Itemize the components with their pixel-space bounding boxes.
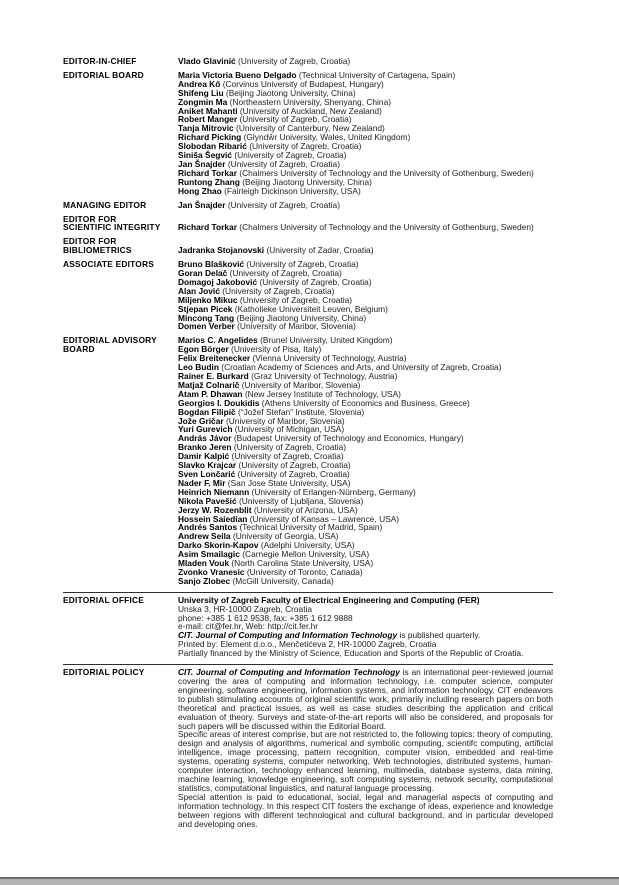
member-line — [178, 246, 553, 255]
member-name: Miljenko Mikuc — [178, 294, 238, 305]
office-line: phone: +385 1 612 9538, fax: +385 1 612 9888 — [178, 612, 353, 623]
member-name: Jerzy W. Rozenblit — [178, 504, 252, 515]
member-name: Nikola Pavešić — [178, 495, 237, 506]
member-name: Alan Jović — [178, 285, 220, 296]
member-affiliation: (Glyndŵr University, Wales, United Kingdom) — [243, 132, 411, 143]
section-value — [178, 336, 553, 585]
member-line — [178, 322, 553, 331]
member-affiliation: (Beijing Jiaotong University, China) — [242, 176, 372, 187]
member-name: Andrew Seila — [178, 531, 231, 542]
section-label-line: SCIENTIFIC INTEGRITY — [63, 222, 161, 233]
member-affiliation: (University of Maribor, Slovenia) — [237, 321, 356, 332]
member-name: Bogdan Filipič — [178, 406, 236, 417]
member-affiliation: (Carnegie Mellon University, USA) — [242, 549, 370, 560]
section-label — [63, 57, 178, 66]
member-affiliation: (San Jose State University, USA) — [227, 477, 351, 488]
member-affiliation: (Chalmers University of Technology and the University of Gothenburg, Sweden) — [239, 167, 534, 178]
member-affiliation: (Chalmers University of Technology and the University of Gothenburg, Sweden) — [239, 222, 534, 233]
member-name: Jan Šnajder — [178, 158, 226, 169]
member-affiliation: (McGill University, Canada) — [232, 575, 334, 586]
member-affiliation: (University of Zagreb, Croatia) — [227, 199, 340, 210]
member-affiliation: (“Jožef Stefan” Institute, Slovenia) — [238, 406, 365, 417]
member-affiliation: (University of Zagreb, Croatia) — [249, 141, 362, 152]
section-editorial-office — [63, 592, 553, 658]
member-name: Asim Smailagic — [178, 549, 240, 560]
member-affiliation: (University of Zagreb, Croatia) — [259, 276, 372, 287]
section-editorial-board — [63, 71, 553, 196]
office-line: e-mail: cit@fer.hr, Web: http://cit.fer.hr — [178, 621, 319, 632]
member-name: Sanjo Zlobec — [178, 575, 231, 586]
member-affiliation: (University of Toronto, Canada) — [246, 566, 363, 577]
policy-paragraph: Specific areas of interest comprise, but are not restricted to, the following topics: theory of computing, design and analysis of algorithms, numerical and symbolic computing, scientifc computing, artificial intelligence, image processing, pattern recognition, computer vision, embedded and real-time systems, operating systems, computer networking, Web technologies, distributed systems, human-computer interaction, technology enhanced learning, multimedia, database systems, data mining, machine learning, knowledge engineering, soft computing systems, network security, computational statistics, computational linguistics, and natural language processing. — [178, 729, 553, 793]
office-line: University of Zagreb Faculty of Electrical Engineering and Computing (FER) — [178, 594, 480, 605]
section-label — [63, 336, 178, 354]
member-affiliation: (Brunel University, United Kingdom) — [260, 335, 393, 346]
section-label-line: EDITORIAL POLICY — [63, 667, 145, 678]
member-affiliation: (Beijing Jiaotong University, China) — [225, 87, 356, 98]
member-name: Robert Manger — [178, 114, 238, 125]
member-name: Georgios I. Doukidis — [178, 397, 260, 408]
member-name: Yuri Gurevich — [178, 424, 233, 435]
member-affiliation: (University of Michigan, USA) — [234, 424, 345, 435]
section-label-line: MANAGING EDITOR — [63, 199, 147, 210]
section-associate-editors — [63, 260, 553, 331]
member-name: Stjepan Picek — [178, 303, 233, 314]
section-label-line: EDITORIAL ADVISORY — [63, 335, 157, 346]
section-label-line: BOARD — [63, 344, 95, 355]
member-name: Runtong Zhang — [178, 176, 240, 187]
member-affiliation: (Adelphi University, USA) — [260, 540, 355, 551]
member-name: Rainer E. Burkard — [178, 371, 249, 381]
member-affiliation: (Technical University of Madrid, Spain) — [239, 522, 383, 533]
section-editor-for-scientific-integrity — [63, 215, 553, 233]
office-line: Unska 3, HR-10000 Zagreb, Croatia — [178, 603, 313, 614]
member-name: Leo Budin — [178, 362, 219, 373]
member-name: Siniša Šegvić — [178, 150, 232, 161]
member-name: Jadranka Stojanovski — [178, 245, 265, 256]
member-name: Tanja Mitrovic — [178, 123, 234, 134]
member-affiliation: (Fairleigh Dickinson University, USA) — [224, 185, 361, 196]
member-affiliation: (Budapest University of Technology and Economics, Hungary) — [233, 433, 464, 444]
member-affiliation: (University of Georgia, USA) — [232, 531, 339, 542]
office-line: Partially financed by the Ministry of Science, Education and Sports of the Republic of Croatia. — [178, 648, 524, 659]
member-name: Vlado Glavinić — [178, 56, 236, 66]
member-affiliation: (University of Maribor, Slovenia) — [241, 379, 361, 390]
member-name: Hossein Saiedian — [178, 513, 248, 524]
member-name: Aniket Mahanti — [178, 105, 238, 116]
member-affiliation: (University of Ljubljana, Slovenia) — [239, 495, 364, 506]
office-line: Printed by: Element d.o.o., Menčetićeva 2, HR-10000 Zagreb, Croatia — [178, 639, 437, 650]
section-label-line: BIBLIOMETRICS — [63, 245, 132, 256]
member-name: Sven Lončarić — [178, 468, 236, 479]
member-name: Richard Torkar — [178, 167, 237, 178]
member-line — [178, 577, 553, 586]
member-affiliation: (University of Auckland, New Zealand) — [239, 105, 382, 116]
member-name: Jože Gričar — [178, 415, 224, 426]
member-affiliation: (University of Zagreb, Croatia) — [246, 259, 359, 270]
member-name: Zongmin Ma — [178, 96, 228, 107]
member-name: Matjaž Colnarič — [178, 379, 240, 390]
member-line — [178, 223, 553, 232]
member-name: Mincong Tang — [178, 312, 235, 323]
member-affiliation: (New Jersey Institute of Technology, USA) — [244, 388, 401, 399]
member-affiliation: (Graz University of Technology, Austria) — [251, 371, 398, 381]
member-name: Slobodan Ribarić — [178, 141, 247, 152]
member-name: András Jávor — [178, 433, 232, 444]
member-affiliation: (University of Canterbury, New Zealand) — [236, 123, 385, 134]
member-name: Richard Torkar — [178, 222, 237, 233]
section-label — [63, 215, 178, 233]
member-affiliation: (Corvinus University of Budapest, Hungary) — [222, 78, 384, 89]
member-name: Darko Skorin-Kapov — [178, 540, 259, 551]
member-name: Slavko Krajcar — [178, 460, 237, 471]
member-name: Domen Verber — [178, 321, 235, 332]
masthead-content — [63, 57, 553, 828]
member-affiliation: (University of Zagreb, Croatia) — [238, 460, 351, 471]
section-label-line: EDITORIAL BOARD — [63, 69, 144, 80]
section-label — [63, 237, 178, 255]
member-name: Branko Jeren — [178, 442, 232, 453]
policy-paragraph — [178, 668, 553, 730]
policy-paragraph: Special attention is paid to educational, social, legal and managerial aspects of computing and information technology. In this respect CIT fosters the exchange of ideas, experience and knowledge between regions with different technological and cultural background, and in particular developed and developing ones. — [178, 791, 553, 829]
member-affiliation: (University of Zagreb, Croatia) — [239, 294, 353, 305]
section-value — [178, 71, 553, 196]
section-label — [63, 260, 178, 269]
member-affiliation: (University of Kansas – Lawrence, USA) — [249, 513, 400, 524]
section-label-line: EDITOR FOR — [63, 213, 117, 224]
section-value — [178, 260, 553, 331]
member-name: Mladen Vouk — [178, 558, 230, 569]
member-name: Bruno Blašković — [178, 259, 245, 270]
section-value — [178, 201, 553, 210]
member-affiliation: (University of Zagreb, Croatia) — [234, 150, 347, 161]
member-affiliation: (Northeastern University, Shenyang, China) — [229, 96, 392, 107]
member-name: Domagoj Jakobović — [178, 276, 258, 287]
member-name: Goran Delač — [178, 268, 228, 279]
section-editorial-advisory-board — [63, 336, 553, 585]
member-affiliation: (University of Zagreb, Croatia) — [239, 114, 352, 125]
section-value — [178, 57, 553, 66]
member-affiliation: (University of Zagreb, Croatia) — [231, 451, 344, 462]
member-name: Atam P. Dhawan — [178, 388, 243, 399]
member-name: Andrea Kő — [178, 78, 221, 89]
office-line-text: is published quarterly. — [397, 630, 481, 641]
member-affiliation: (Croatian Academy of Sciences and Arts, and University of Zagreb, Croatia) — [221, 362, 502, 373]
member-line — [178, 57, 553, 66]
member-name: Nader F. Mir — [178, 477, 226, 488]
member-affiliation: (Vienna University of Technology, Austria) — [252, 353, 407, 364]
member-line — [178, 201, 553, 210]
member-line — [178, 187, 553, 196]
section-value — [178, 596, 553, 658]
member-name: Damir Kalpić — [178, 451, 230, 462]
member-affiliation: (University of Zagreb, Croatia) — [227, 158, 340, 169]
section-value — [178, 237, 553, 255]
member-affiliation: (North Carolina State University, USA) — [231, 558, 374, 569]
section-label — [63, 596, 178, 605]
section-editor-in-chief — [63, 57, 553, 66]
member-name: Hong Zhao — [178, 185, 222, 196]
member-affiliation: (Athens University of Economics and Business, Greece) — [261, 397, 470, 408]
member-name: Heinrich Niemann — [178, 486, 250, 497]
member-name: Richard Picking — [178, 132, 242, 143]
member-name: Felix Breitenecker — [178, 353, 251, 364]
member-affiliation: (University of Zagreb, Croatia) — [237, 468, 350, 479]
section-label — [63, 71, 178, 80]
member-name: Marios C. Angelides — [178, 335, 258, 346]
section-label-line: EDITOR FOR — [63, 236, 117, 247]
member-name: Jan Šnajder — [178, 199, 226, 210]
section-label-line: ASSOCIATE EDITORS — [63, 259, 155, 270]
member-affiliation: (University of Zagreb, Croatia) — [233, 442, 347, 453]
member-affiliation: (University of Erlangen-Nürnberg, Germany) — [251, 486, 416, 497]
section-editorial-policy — [63, 664, 553, 828]
member-affiliation: (University of Zadar, Croatia) — [266, 245, 374, 256]
member-affiliation: (University of Zagreb, Croatia) — [238, 56, 351, 66]
member-name: Maria Victoria Bueno Delgado — [178, 69, 297, 80]
member-affiliation: (University of Maribor, Slovenia) — [225, 415, 345, 426]
member-name: Egon Börger — [178, 344, 229, 355]
section-value — [178, 668, 553, 828]
member-affiliation: (University of Arizona, USA) — [253, 504, 358, 515]
section-label-line: EDITOR-IN-CHIEF — [63, 56, 137, 66]
policy-paragraph-text: is an international peer-reviewed journal covering the area of computing and information technology, i.e. computer science, computer engineering, software engineering, information systems, and information technology. CIT endeavors to publish stimulating accounts of original scientific work, primarily including research papers on both theoretical and practical issues, as well as case studies describing the application and critical evaluation of theory. Surveys and state-of-the-art reports will also be considered, and proposals for such papers will be discussed within the Editorial Board. — [178, 667, 553, 731]
member-affiliation: (University of Zagreb, Croatia) — [229, 268, 342, 279]
member-affiliation: (Katholieke Universiteit Leuven, Belgium) — [234, 303, 388, 314]
section-editor-for-bibliometrics — [63, 237, 553, 255]
journal-title-emphasis: CIT. Journal of Computing and Information Technology — [178, 630, 398, 641]
member-name: Zvonko Vranesic — [178, 566, 245, 577]
journal-title-emphasis: CIT. Journal of Computing and Information Technology — [178, 667, 400, 678]
member-name: Andrés Santos — [178, 522, 238, 533]
section-label-line: EDITORIAL OFFICE — [63, 594, 145, 605]
member-affiliation: (Technical University of Cartagena, Spain) — [298, 69, 456, 80]
section-label — [63, 201, 178, 210]
member-name: Shifeng Liu — [178, 87, 224, 98]
page-bottom-shadow — [0, 877, 619, 885]
section-value — [178, 215, 553, 233]
member-affiliation: (Beijing Jiaotong University, China) — [236, 312, 367, 323]
member-affiliation: (University of Zagreb, Croatia) — [222, 285, 335, 296]
section-label — [63, 668, 178, 677]
section-managing-editor — [63, 201, 553, 210]
member-affiliation: (University of Pisa, Italy) — [231, 344, 322, 355]
